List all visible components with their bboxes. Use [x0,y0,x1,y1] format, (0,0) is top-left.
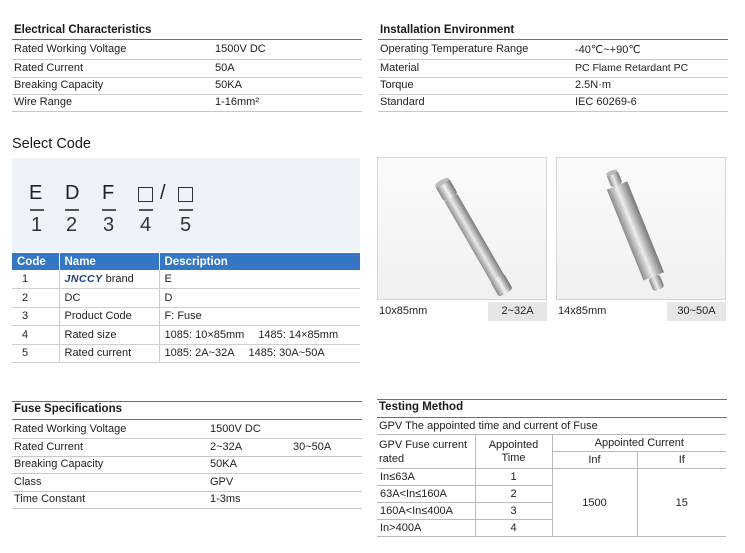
fuse-image-10x85 [377,157,547,300]
row-divider [378,59,728,60]
range-cell: 160A<In≤400A [377,503,475,520]
electrical-title-rule [12,39,362,40]
fuse-image-14x85 [556,157,726,300]
description-cell [159,326,360,345]
fuse-spec-label: Rated Current [14,441,84,453]
name-cell [59,270,159,289]
brand-logo: JNCCY [64,273,103,285]
code-placeholder-box-4 [138,187,153,202]
code-cell: 3 [12,307,59,326]
testing-header-row [377,435,726,452]
row-divider [12,94,362,95]
code-divider [65,209,79,211]
electrical-label: Rated Working Voltage [14,43,127,55]
code-cell: 1 [12,270,59,289]
row-divider [12,508,362,509]
code-cell: 5 [12,344,59,363]
code-slash: / [160,182,166,204]
installation-label: Operating Temperature Range [380,43,529,55]
code-number: 5 [180,214,192,236]
row-divider [12,59,362,60]
electrical-value: 1-16mm² [215,96,260,108]
code-divider [179,209,193,211]
code-number: 4 [140,214,152,236]
header-appointed-current: Appointed Current [552,435,726,452]
code-letter-d: D [65,182,80,204]
code-cell: 4 [12,326,59,345]
fuse-cylinder-illustration [378,158,547,300]
time-cell: 4 [475,520,552,537]
fuse-spec-value: GPV [210,476,234,488]
header-description: Description [159,253,360,270]
table-row [12,344,360,363]
select-code-title: Select Code [12,136,91,152]
row-divider [12,456,362,457]
name-cell: Rated size [59,326,159,345]
code-divider [30,209,44,211]
testing-top-rule [377,399,727,400]
description-cell: D [159,289,360,308]
description-part: 1485: 30A~50A [248,347,325,360]
fuse-spec-value: 2~32A [210,441,243,453]
code-placeholder-box-5 [178,187,193,202]
code-divider [139,209,153,211]
row-divider [12,473,362,474]
row-divider [12,111,362,112]
table-row [12,326,360,345]
code-letter-e: E [29,182,43,204]
installation-value: IEC 60269-6 [575,96,637,108]
fuse-spec-value: 50KA [210,458,237,470]
testing-table [377,434,726,537]
select-code-panel [12,158,360,252]
fuse-spec-value: 1-3ms [210,493,241,505]
row-divider [12,77,362,78]
testing-subtitle: GPV The appointed time and current of Fuse [379,420,598,432]
fuse-spec-label: Rated Working Voltage [14,423,127,435]
code-letter-f: F [102,182,115,204]
header-code: Code [12,253,59,270]
installation-label: Torque [380,79,414,91]
name-cell: DC [59,289,159,308]
range-cell: In≤63A [377,469,475,486]
range-cell: 63A<In≤160A [377,486,475,503]
installation-title: Installation Environment [380,24,515,36]
header-name: Name [59,253,159,270]
fuse-spec-value-alt: 30~50A [293,441,332,453]
name-cell: Product Code [59,307,159,326]
description-cell [159,344,360,363]
fuse-spec-label: Breaking Capacity [14,458,104,470]
table-row [12,307,360,326]
electrical-value: 50A [215,62,235,74]
table-row [12,289,360,308]
description-cell: E [159,270,360,289]
header-if: If [637,452,726,469]
description-cell: F: Fuse [159,307,360,326]
fuse-image-caption: 10x85mm [379,305,428,317]
electrical-label: Rated Current [14,62,84,74]
row-divider [378,111,728,112]
code-number: 2 [66,214,78,236]
installation-value: 2.5N·m [575,79,612,91]
description-part: 1485: 14×85mm [258,328,339,341]
fuse-spec-value: 1500V DC [210,423,261,435]
fuse-spec-top-rule [12,401,362,402]
electrical-label: Breaking Capacity [14,79,104,91]
fuse-spec-title: Fuse Specifications [14,403,123,415]
electrical-label: Wire Range [14,96,73,108]
time-cell: 2 [475,486,552,503]
fuse-image-caption: 14x85mm [558,305,607,317]
row-divider [378,94,728,95]
installation-label: Material [380,62,420,74]
range-cell: In>400A [377,520,475,537]
testing-title: Testing Method [379,401,464,413]
testing-title-rule [377,417,727,418]
fuse-image-tag: 30~50A [667,302,726,321]
code-number: 3 [103,214,115,236]
header-appointed-time: Appointed Time [475,435,552,469]
code-table-header [12,253,360,270]
row-divider [12,491,362,492]
time-cell: 3 [475,503,552,520]
fuse-spec-label: Class [14,476,42,488]
header-current-rated: GPV Fuse current rated [377,435,475,469]
code-table [12,253,360,363]
time-cell: 1 [475,469,552,486]
description-part: 1085: 2A~32A [164,347,235,360]
table-row [377,469,726,486]
installation-value: -40℃~+90℃ [575,44,641,56]
name-cell: Rated current [59,344,159,363]
row-divider [378,77,728,78]
installation-label: Standard [380,96,425,108]
row-divider [12,438,362,439]
installation-value: PC Flame Retardant PC [575,62,689,74]
inf-value-cell: 1500 [552,469,637,537]
electrical-value: 50KA [215,79,242,91]
if-value-cell: 15 [637,469,726,537]
fuse-cylinder-illustration [557,158,726,300]
description-part: 1085: 10×85mm [164,328,245,341]
installation-title-rule [378,39,728,40]
fuse-spec-label: Time Constant [14,493,86,505]
code-divider [102,209,116,211]
fuse-image-tag: 2~32A [488,302,547,321]
brand-text: brand [105,273,134,285]
header-inf: Inf [552,452,637,469]
fuse-spec-title-rule [12,419,362,420]
table-row [12,270,360,289]
electrical-value: 1500V DC [215,43,266,55]
code-cell: 2 [12,289,59,308]
electrical-title: Electrical Characteristics [14,24,152,36]
code-number: 1 [31,214,43,236]
